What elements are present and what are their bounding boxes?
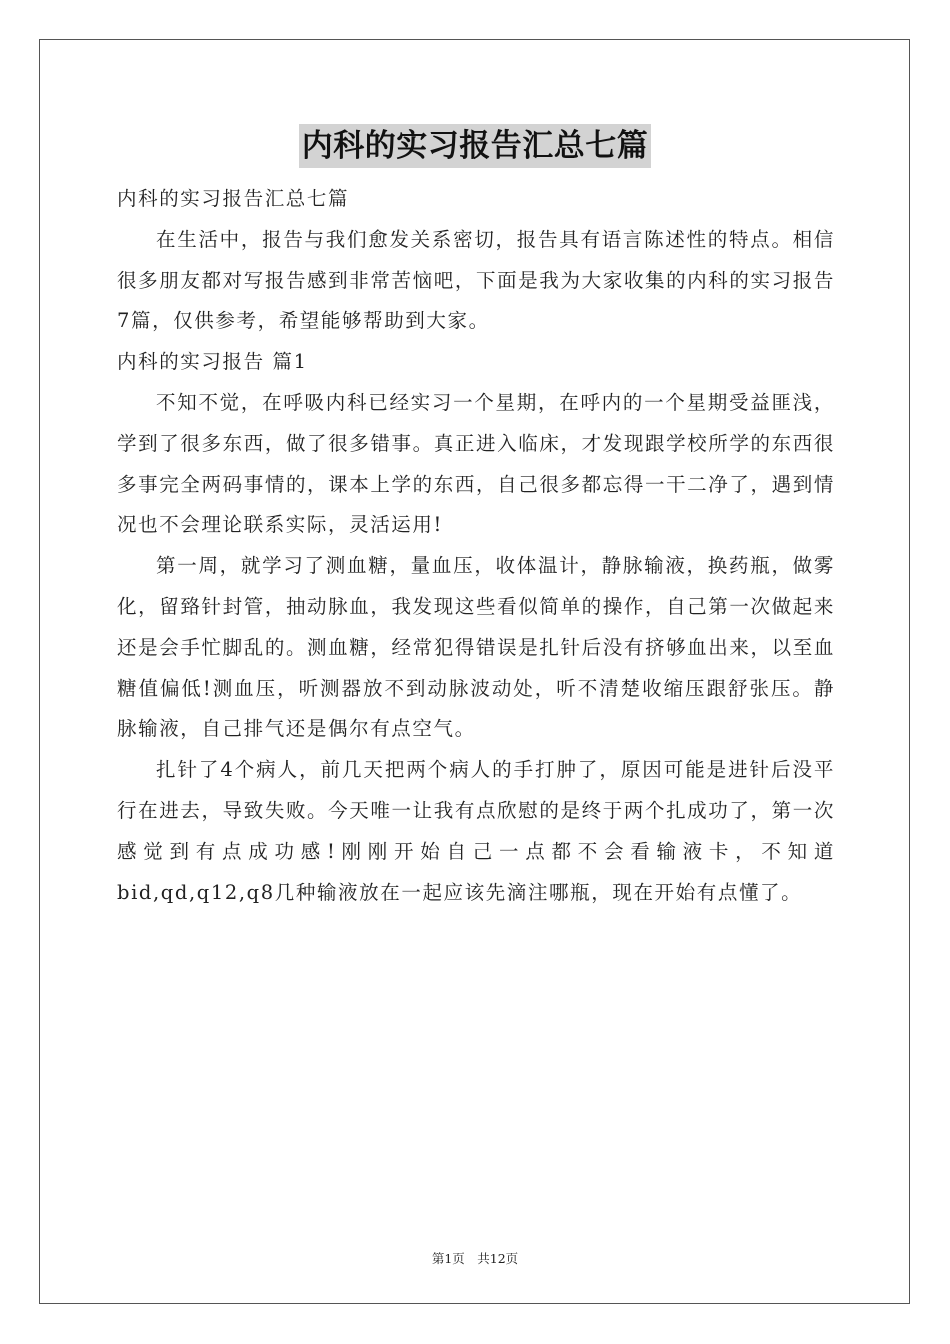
page-number-footer: 第1页 共12页 bbox=[431, 1251, 519, 1266]
document-title: 内科的实习报告汇总七篇 bbox=[299, 124, 652, 168]
document-body bbox=[117, 179, 835, 913]
section-heading: 内科的实习报告 篇1 bbox=[117, 350, 308, 374]
paragraph-body: 第一周，就学习了测血糖，量血压，收体温计，静脉输液，换药瓶，做雾化，留臵针封管，抽动脉血，我发现这些看似简单的操作，自己第一次做起来还是会手忙脚乱的。测血糖，经常犯得错误是扎针后没有挤够血出来，以至血糖值偏低!测血压，听测器放不到动脉波动处，听不清楚收缩压跟舒张压。静脉输液，自己排气还是偶尔有点空气。 bbox=[117, 554, 835, 741]
paragraph-body: 扎针了4个病人，前几天把两个病人的手打肿了，原因可能是进针后没平行在进去，导致失败。今天唯一让我有点欣慰的是终于两个扎成功了，第一次感觉到有点成功感!刚刚开始自己一点都不会看输液卡，不知道bid,qd,q12,q8几种输液放在一起应该先滴注哪瓶，现在开始有点懂了。 bbox=[117, 758, 835, 904]
paragraph-subtitle: 内科的实习报告汇总七篇 bbox=[117, 187, 350, 210]
paragraph-body: 不知不觉，在呼吸内科已经实习一个星期，在呼内的一个星期受益匪浅，学到了很多东西，做了很多错事。真正进入临床，才发现跟学校所学的东西很多事完全两码事情的，课本上学的东西，自己很多都忘得一干二净了，遇到情况也不会理论联系实际，灵活运用! bbox=[117, 390, 835, 537]
paragraph-intro: 在生活中，报告与我们愈发关系密切，报告具有语言陈述性的特点。相信很多朋友都对写报告感到非常苦恼吧，下面是我为大家收集的内科的实习报告7篇，仅供参考，希望能够帮助到大家。 bbox=[117, 227, 835, 333]
title-container bbox=[0, 124, 950, 168]
